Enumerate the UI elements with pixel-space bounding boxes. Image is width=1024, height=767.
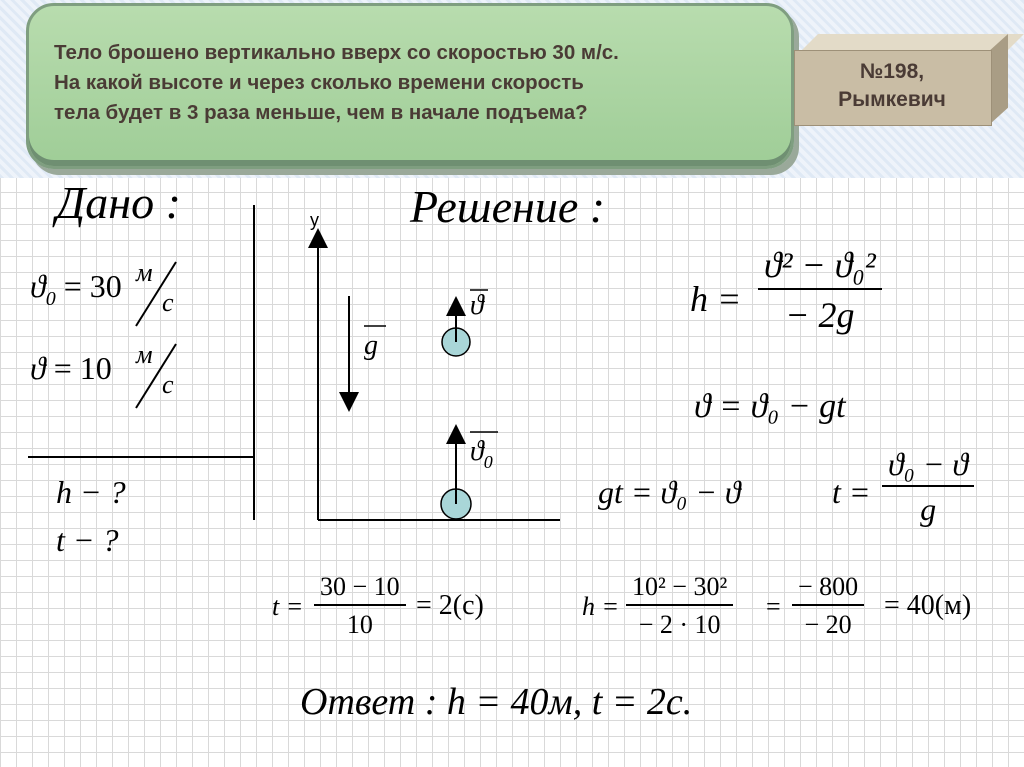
solution-title: Решение : (410, 181, 606, 232)
h-formula-lhs: h = (690, 279, 742, 319)
unit-slash-1 (136, 262, 176, 326)
find-t: t − ? (56, 522, 119, 558)
given-v0-unit-den: с (162, 288, 174, 317)
unit-slash-2 (136, 344, 176, 408)
h-formula-fraction (758, 244, 882, 336)
t-calc-denominator: 10 (346, 610, 373, 639)
task-line-2: На какой высоте и через сколько времени скорость (54, 71, 584, 94)
t-formula-numerator: ϑ₀ − ϑ (888, 446, 969, 482)
answer: Ответ : h = 40м, t = 2с. (300, 681, 693, 723)
g-label: g (364, 330, 378, 361)
y-axis-label: y (310, 210, 319, 230)
h-formula-bar (758, 288, 882, 290)
find-h: h − ? (56, 474, 126, 510)
task-line-1: Тело брошено вертикально вверх со скоростью 30 м/с. (54, 41, 619, 64)
t-calc-numerator: 30 − 10 (320, 572, 400, 601)
gt-formula: gt = ϑ₀ − ϑ (598, 474, 741, 510)
h-calc-result: = 40(м) (884, 590, 972, 621)
h-calc-bar-1 (626, 604, 733, 606)
h-calc-numerator-2: − 800 (798, 572, 859, 601)
h-calc-lhs: h = (582, 592, 620, 621)
t-formula-lhs: t = (832, 474, 871, 510)
velocity-formula: ϑ = ϑ₀ − gt (694, 388, 846, 425)
t-calc-lhs: t = (272, 592, 304, 621)
given-title: Дано : (56, 177, 181, 228)
h-calc-fraction-1 (626, 572, 733, 640)
h-calc-bar-2 (792, 604, 864, 606)
given-v0: $ϑ_0 = 30$ (30, 268, 122, 310)
t-formula-denominator: g (920, 491, 937, 527)
t-formula-bar (882, 485, 974, 487)
h-calc-equals: = (766, 592, 781, 621)
t-calc-result: = 2(с) (416, 590, 484, 621)
reference-number: №198, (859, 60, 925, 83)
v0-label: $ϑ_0$ (470, 436, 493, 472)
t-formula-fraction (882, 446, 974, 528)
h-calc-numerator-1: 10² − 30² (632, 572, 728, 601)
given-v-unit-num: м (136, 340, 153, 369)
v-label: ϑ (470, 290, 484, 321)
t-calc-bar (314, 604, 406, 606)
given-v0-unit-num: м (136, 258, 153, 287)
task-line-3: тела будет в 3 раза меньше, чем в начале подъема? (54, 101, 588, 124)
reference-author: Рымкевич (838, 88, 946, 111)
h-calc-fraction-2 (792, 572, 864, 640)
h-calc-denominator-2: − 20 (804, 610, 852, 639)
h-formula-denominator: − 2g (785, 295, 855, 335)
t-calc-fraction (314, 572, 406, 640)
h-formula-numerator: ϑ² − ϑ₀² (764, 245, 876, 285)
given-v-unit-den: с (162, 370, 174, 399)
given-v: ϑ = 10 (30, 350, 112, 386)
h-calc-denominator-1: − 2 · 10 (638, 610, 721, 639)
